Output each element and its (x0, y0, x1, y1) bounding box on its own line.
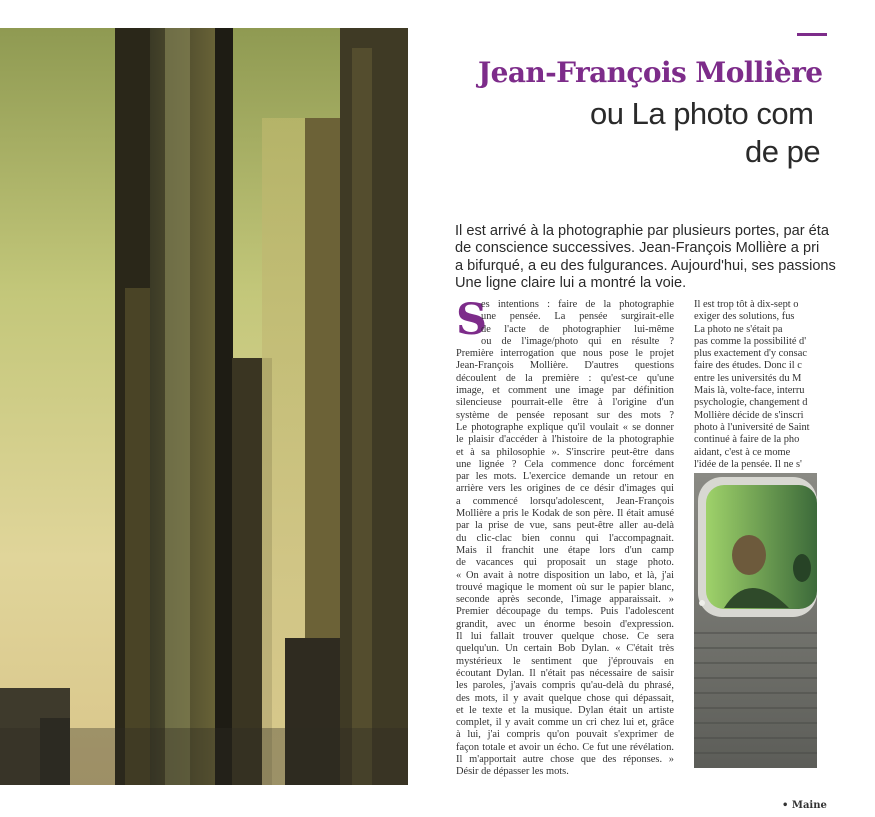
body-line: écoutant Dylan. Il n'était pas nécessaire de saisir (456, 667, 674, 679)
body-line: par la prise de vue, sans peut-être aller au-delà (456, 520, 674, 532)
intro-line: a bifurqué, a eu des fulgurances. Aujourd'hui, ses passions (455, 257, 836, 274)
body-line: de l'acte de photographier lui-même (481, 323, 674, 335)
body-line: « On avait à notre disposition un labo, et là, j'ai (456, 569, 674, 581)
body-line: complet, il y avait comme un cri chez lui et, grâce (456, 717, 674, 729)
body-line: a commencé lorsqu'adolescent, Jean-François (456, 495, 674, 507)
body-line: grandit, avec un énorme besoin d'expression. (456, 618, 674, 630)
body-line: Il m'apportait autre chose que des réponses. » (456, 753, 674, 765)
body-line: image, et comment une image par définition (456, 385, 674, 397)
body-line: le plaisir d'accéder à l'histoire de la photographie (456, 434, 674, 446)
body-line: Jean-François Mollière. D'autres questions (456, 360, 674, 372)
body-line: par les mots. L'exercice demande un retour en (456, 471, 674, 483)
body-line: es intentions : faire de la photographie (481, 299, 674, 310)
body-line: La photo ne s'était pa (694, 323, 783, 335)
body-line: des mots, il y avait quelque chose qui dépassait, (456, 692, 674, 704)
body-line: psychologie, changement d (694, 397, 808, 409)
body-line: ou de l'image/photo qui en résulte ? (481, 335, 674, 347)
body-line: Mollière décide de s'inscri (694, 409, 804, 421)
accent-rule (797, 33, 827, 36)
intro-line: Il est arrivé à la photographie par plusieurs portes, par éta (455, 223, 829, 239)
body-line: une pensée. La pensée surgirait-elle (481, 311, 674, 323)
body-line: exiger des solutions, fus (694, 311, 795, 323)
article-subtitle-line1: ou La photo com (590, 96, 814, 131)
article-title-name: Jean-François Mollière (478, 56, 823, 89)
intro-line: Une ligne claire lui a montré la voie. (455, 275, 687, 292)
body-line: seconde après seconde, l'image apparaissait. » (456, 594, 674, 606)
body-line: découlent de la première : qu'est-ce qu'une (456, 372, 674, 384)
body-line: Mais là, volte-face, interru (694, 385, 805, 397)
body-line: continué à faire de la pho (694, 434, 800, 446)
intro-line: de conscience successives. Jean-François Mollière a pri (455, 240, 820, 257)
body-line: pas comme la possibilité d' (694, 335, 807, 347)
body-line: plus exactement d'y consac (694, 348, 807, 360)
body-line: silencieuse pourrait-elle être à l'origine d'un (456, 397, 674, 409)
body-line: Désir de dépasser les mots. (456, 766, 569, 778)
body-line: et à sa philosophie ». S'inscrire peut-être dans (456, 446, 674, 458)
body-line: quelqu'un. Un certain Bob Dylan. « C'était très (456, 643, 674, 655)
body-line: photo à l'université de Saint (694, 421, 810, 433)
body-line: trouvé magique le moment où sur le papier blanc, (456, 581, 674, 593)
body-line: Il lui fallait trouver quelque chose. Ce sera (456, 631, 674, 643)
body-line: mystérieux le sentiment que j'éprouvais en (456, 655, 674, 667)
article-column-2 (694, 299, 834, 471)
drop-cap: S (456, 295, 488, 345)
body-line: à lui, j'ai compris qu'on pouvait s'exprimer de (456, 729, 674, 741)
body-line: de vacances qui proposait un stage photo. (456, 557, 674, 569)
body-line: l'idée de la pensée. Il ne s' (694, 458, 802, 470)
body-line: Il est trop tôt à dix-sept o (694, 299, 799, 310)
body-line: les paroles, j'avais compris qu'au-delà du phrasé, (456, 680, 674, 692)
body-line: Mollière a pris le Kodak de son père. Il était amusé (456, 508, 674, 520)
train-window-photograph (694, 473, 817, 768)
city-photograph (0, 28, 408, 785)
body-line: arrière vers les origines de ce désir d'images qui (456, 483, 674, 495)
body-line: aidant, c'est à ce mome (694, 446, 791, 458)
body-line: faire des études. Donc il c (694, 360, 802, 372)
body-line: Le photographe explique qu'il voulait « se donner (456, 421, 674, 433)
article-intro (455, 223, 875, 293)
body-line: et le texte et la musique. Dylan était un artiste (456, 704, 674, 716)
body-line: Mais il franchit une étape lors d'un camp (456, 544, 674, 556)
body-line: du clic-clac bien connu qui l'accompagnait. (456, 532, 674, 544)
article-subtitle-line2: de pe (745, 134, 821, 169)
body-line: Premier découpage du temps. Puis l'adolescent (456, 606, 674, 618)
body-line: façon totale et avoir un écho. Ce fut une révélation. (456, 741, 674, 753)
body-line: entre les universités du M (694, 372, 802, 384)
body-line: système de pensée reposant sur des mots ? (456, 409, 674, 421)
body-line: une lignée ? Cela commence donc forcément (456, 458, 674, 470)
article-column-1 (456, 295, 674, 779)
body-line: Première interrogation que nous pose le projet (456, 348, 674, 360)
page-footer: • Maine (782, 800, 827, 811)
